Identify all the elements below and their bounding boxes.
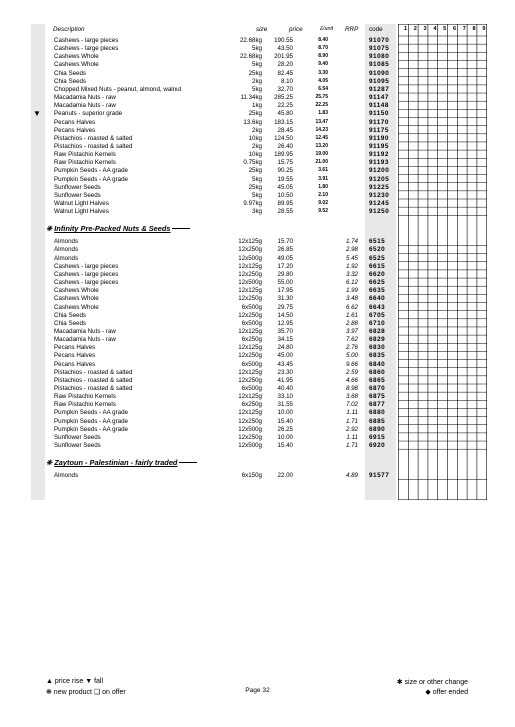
product-name: Almonds <box>54 472 79 480</box>
product-row <box>0 441 515 450</box>
section-bullet-icon: ❈ <box>46 458 55 468</box>
product-code: 6920 <box>369 442 386 450</box>
grid-column-number: 5 <box>443 26 447 32</box>
product-name: Macadamia Nuts - raw <box>54 94 116 102</box>
product-price: 29.80 <box>277 270 293 278</box>
rrp-price: 1.92 <box>345 262 358 270</box>
product-name: Macadamia Nuts - raw <box>54 102 116 110</box>
rrp-price: 3.97 <box>345 327 358 335</box>
grid-column-number: 1 <box>403 26 408 32</box>
unit-price: 22.25 <box>315 102 328 109</box>
product-price: 89.95 <box>277 200 293 207</box>
unit-price: 13.20 <box>315 142 328 149</box>
product-code: 6870 <box>369 385 386 392</box>
product-name: Raw Pistachio Kernels <box>54 159 116 167</box>
product-name: Pecans Halves <box>54 360 96 368</box>
product-code: 6877 <box>369 401 386 409</box>
product-price: 45.80 <box>277 110 293 118</box>
rrp-price: 5.00 <box>345 352 358 360</box>
product-code: 91287 <box>369 85 390 93</box>
product-name: Cashews - large pieces <box>54 262 119 270</box>
product-code: 91148 <box>369 102 389 110</box>
product-name: Macadamia Nuts - raw <box>54 327 116 335</box>
product-code: 91190 <box>369 134 389 142</box>
rrp-price: 3.32 <box>345 270 358 278</box>
product-name: Pumpkin Seeds - AA grade <box>54 175 128 183</box>
product-name: Raw Pistachio Kernels <box>54 393 116 401</box>
unit-price: 3.61 <box>318 167 328 174</box>
product-name: Cashews - large pieces <box>54 270 119 278</box>
product-name: Cashews - large pieces <box>54 37 119 44</box>
rrp-price: 1.61 <box>345 311 358 319</box>
product-name: Pumpkin Seeds - AA grade <box>54 417 128 425</box>
product-size: 12x125g <box>238 393 262 401</box>
section-title: Zaytoun - Palestinian - fairly traded <box>54 458 178 468</box>
rrp-price: 1.11 <box>346 409 358 417</box>
unit-price: 1.80 <box>318 183 328 190</box>
product-name: Almonds <box>54 238 79 246</box>
grid-column-number: 3 <box>423 26 427 32</box>
product-size: 5kg <box>252 191 262 199</box>
product-size: 0.75kg <box>243 159 262 167</box>
product-name: Sunflower Seeds <box>54 191 101 199</box>
product-price: 19.55 <box>277 175 293 183</box>
product-price: 17.20 <box>277 262 293 270</box>
product-name: Chopped Mixed Nuts - peanut, almond, walnut <box>54 85 182 93</box>
rrp-price: 1.71 <box>345 417 358 425</box>
rrp-price: 1.99 <box>345 287 358 295</box>
product-name: Pistachios - roasted & salted <box>54 385 133 392</box>
product-size: 22.68kg <box>239 37 262 44</box>
product-name: Pumpkin Seeds - AA grade <box>54 167 128 175</box>
product-name: Pecans Halves <box>54 344 96 352</box>
product-price: 90.25 <box>277 167 293 175</box>
product-name: Pecans Halves <box>54 352 96 360</box>
product-size: 6x500g <box>241 385 262 392</box>
product-code: 91245 <box>369 200 390 207</box>
product-size: 12x250g <box>238 352 262 360</box>
product-price: 31.30 <box>277 295 293 303</box>
product-name: Chia Seeds <box>54 311 86 319</box>
product-price: 43.45 <box>277 360 293 368</box>
product-price: 43.50 <box>277 45 293 53</box>
unit-price: 21.00 <box>315 159 328 166</box>
product-size: 9.97kg <box>243 200 262 207</box>
product-size: 12x250g <box>238 246 262 254</box>
product-size: 12x500g <box>238 279 262 287</box>
product-name: Walnut Light Halves <box>54 200 109 207</box>
page-number: Page 32 <box>245 687 270 694</box>
header-price: price <box>289 26 303 33</box>
unit-price: 4.05 <box>318 77 328 84</box>
product-code: 91175 <box>369 126 389 134</box>
unit-price: 8.40 <box>318 37 328 43</box>
product-name: Pumpkin Seeds - AA grade <box>54 425 128 433</box>
unit-price: 3.91 <box>318 175 328 182</box>
product-size: 5kg <box>252 85 262 93</box>
product-code: 91075 <box>369 45 390 53</box>
product-price: 40.40 <box>277 385 293 392</box>
price-fall-icon: ▼ <box>33 109 41 119</box>
product-size: 6x500g <box>241 303 262 311</box>
product-code: 6710 <box>369 319 386 327</box>
unit-price: 13.47 <box>315 118 328 125</box>
product-price: 26.40 <box>277 142 293 150</box>
legend-price-change: ▲ price rise ▼ fall <box>46 678 104 685</box>
product-size: 25kg <box>248 110 262 118</box>
product-price: 45.00 <box>277 352 293 360</box>
product-code: 6615 <box>369 262 386 270</box>
product-price: 17.95 <box>277 287 293 295</box>
product-code: 6835 <box>369 352 386 360</box>
product-code: 6880 <box>369 409 386 417</box>
product-price: 49.05 <box>277 254 293 262</box>
section-heading <box>46 224 190 233</box>
header-unit-price: £/unit <box>320 26 334 32</box>
product-code: 91192 <box>369 151 389 159</box>
product-name: Almonds <box>54 254 79 262</box>
rrp-price: 2.59 <box>345 368 358 376</box>
product-size: 12x125g <box>238 262 262 270</box>
product-name: Pecans Halves <box>54 126 96 134</box>
product-code: 91193 <box>369 159 389 167</box>
product-size: 12x250g <box>238 433 262 441</box>
product-size: 10kg <box>248 134 262 142</box>
product-size: 6x150g <box>241 472 262 480</box>
product-size: 1kg <box>252 102 262 110</box>
product-price: 26.25 <box>277 425 293 433</box>
section-title: Infinity Pre-Packed Nuts & Seeds <box>54 224 171 234</box>
rrp-price: 4.66 <box>345 376 358 384</box>
rrp-price: 2.98 <box>345 246 358 254</box>
rrp-price: 7.62 <box>345 336 358 344</box>
rrp-price: 6.62 <box>345 303 358 311</box>
product-code: 6525 <box>369 254 386 262</box>
product-size: 6x250g <box>241 401 262 409</box>
product-name: Raw Pistachio Kernels <box>54 151 116 159</box>
product-size: 12x500g <box>238 442 262 450</box>
rrp-price: 9.66 <box>345 360 358 368</box>
product-size: 12x250g <box>238 417 262 425</box>
product-name: Macadamia Nuts - raw <box>54 336 116 344</box>
product-name: Pumpkin Seeds - AA grade <box>54 409 128 417</box>
product-size: 12x125g <box>238 368 262 376</box>
product-name: Cashews Whole <box>54 53 99 61</box>
product-price: 26.85 <box>277 246 293 254</box>
product-size: 12x500g <box>238 254 262 262</box>
rrp-price: 1.74 <box>345 238 358 246</box>
product-code: 6828 <box>369 327 386 335</box>
product-price: 23.30 <box>277 368 293 376</box>
product-size: 12x250g <box>238 295 262 303</box>
header-code: code <box>369 26 383 33</box>
section-bullet-icon: ❈ <box>46 224 55 234</box>
product-size: 2kg <box>252 77 262 85</box>
grid-column-number: 8 <box>472 26 476 32</box>
product-name: Pistachios - roasted & salted <box>54 376 133 384</box>
product-code: 91080 <box>369 53 390 61</box>
product-size: 12x250g <box>238 376 262 384</box>
rrp-price: 2.92 <box>345 425 358 433</box>
product-size: 6x500g <box>241 319 262 327</box>
product-price: 183.15 <box>274 118 293 126</box>
rrp-price: 7.02 <box>345 401 358 409</box>
product-size: 12x125g <box>238 327 262 335</box>
product-code: 6635 <box>369 287 386 295</box>
grid-column-number: 9 <box>482 26 486 32</box>
product-code: 91170 <box>369 118 389 126</box>
unit-price: 1.83 <box>318 110 328 117</box>
unit-price: 8.70 <box>318 45 328 52</box>
product-size: 25kg <box>248 183 262 191</box>
product-code: 91195 <box>369 142 389 150</box>
product-price: 55.00 <box>277 279 293 287</box>
product-name: Cashews Whole <box>54 295 99 303</box>
product-name: Pistachios - roasted & salted <box>54 368 133 376</box>
product-size: 6x500g <box>241 360 262 368</box>
product-price: 33.10 <box>277 393 293 401</box>
product-code: 6705 <box>369 311 386 319</box>
header-description: Description <box>53 26 85 33</box>
product-name: Cashews Whole <box>54 61 99 69</box>
product-price: 28.20 <box>277 61 293 69</box>
product-name: Cashews - large pieces <box>54 45 119 53</box>
product-name: Pecans Halves <box>54 118 96 126</box>
product-name: Cashews Whole <box>54 287 99 295</box>
product-code: 91230 <box>369 191 390 199</box>
product-price: 29.75 <box>277 303 293 311</box>
product-code: 6915 <box>369 433 386 441</box>
product-code: 91250 <box>369 208 390 216</box>
product-code: 91095 <box>369 77 390 85</box>
product-code: 91577 <box>369 472 390 480</box>
product-size: 5kg <box>252 45 262 53</box>
product-price: 10.50 <box>277 191 293 199</box>
product-code: 6830 <box>369 344 386 352</box>
product-code: 91205 <box>369 175 390 183</box>
unit-price: 9.52 <box>318 208 328 215</box>
product-size: 11.34kg <box>240 94 262 102</box>
grid-column-number: 2 <box>413 26 417 32</box>
product-price: 285.25 <box>274 94 293 102</box>
product-size: 5kg <box>252 175 262 183</box>
unit-price: 12.45 <box>315 134 328 141</box>
product-size: 25kg <box>248 167 262 175</box>
product-name: Sunflower Seeds <box>54 442 101 450</box>
product-price: 189.95 <box>274 151 293 159</box>
section-heading <box>46 458 197 467</box>
product-price: 35.70 <box>277 327 293 335</box>
product-size: 13.6kg <box>243 118 262 126</box>
unit-price: 19.00 <box>315 151 328 158</box>
product-size: 12x125g <box>238 287 262 295</box>
product-price: 34.15 <box>277 336 293 344</box>
unit-price: 8.90 <box>318 53 328 60</box>
product-name: Walnut Light Halves <box>54 208 109 216</box>
product-code: 6625 <box>369 279 386 287</box>
product-code: 91085 <box>369 61 390 69</box>
product-name: Almonds <box>54 246 79 254</box>
product-code: 91150 <box>369 110 389 118</box>
product-price: 15.70 <box>277 238 293 246</box>
product-price: 22.25 <box>277 102 293 110</box>
rrp-price: 8.98 <box>345 385 358 392</box>
product-price: 14.50 <box>277 311 293 319</box>
unit-price: 2.10 <box>318 191 328 198</box>
product-size: 10kg <box>248 151 262 159</box>
product-price: 10.00 <box>277 409 293 417</box>
product-price: 32.70 <box>277 85 293 93</box>
product-name: Chia Seeds <box>54 319 86 327</box>
product-code: 6515 <box>369 238 386 246</box>
product-name: Sunflower Seeds <box>54 433 101 441</box>
product-size: 12x250g <box>238 311 262 319</box>
product-price: 201.95 <box>274 53 293 61</box>
rrp-price: 3.68 <box>345 393 358 401</box>
product-size: 12x125g <box>238 238 262 246</box>
product-code: 6875 <box>369 393 386 401</box>
product-price: 41.95 <box>277 376 293 384</box>
product-name: Pistachios - roasted & salted <box>54 142 133 150</box>
unit-price: 9.40 <box>318 61 328 68</box>
product-code: 91200 <box>369 167 390 175</box>
product-name: Chia Seeds <box>54 69 86 77</box>
product-price: 82.45 <box>277 69 293 77</box>
header-size: size <box>256 26 268 33</box>
legend-offer-ended: ◆ offer ended <box>425 689 468 696</box>
product-code: 6865 <box>369 376 386 384</box>
product-size: 12x250g <box>238 270 262 278</box>
product-size: 12x125g <box>238 409 262 417</box>
product-size: 6x250g <box>241 336 262 344</box>
product-price: 15.75 <box>277 159 293 167</box>
product-name: Pistachios - roasted & salted <box>54 134 133 142</box>
product-price: 10.00 <box>277 433 293 441</box>
rrp-price: 6.12 <box>345 279 358 287</box>
product-name: Sunflower Seeds <box>54 183 101 191</box>
product-size: 2kg <box>252 142 262 150</box>
product-code: 6643 <box>369 303 386 311</box>
unit-price: 14.23 <box>315 126 328 133</box>
rrp-price: 1.11 <box>346 433 358 441</box>
legend-size-change: ✱ size or other change <box>396 679 468 686</box>
product-size: 12x125g <box>238 344 262 352</box>
grid-column-number: 4 <box>433 26 437 32</box>
product-code: 6640 <box>369 295 386 303</box>
rrp-price: 4.89 <box>345 472 358 480</box>
product-code: 91090 <box>369 69 390 77</box>
product-size: 22.68kg <box>239 53 262 61</box>
rrp-price: 2.88 <box>345 319 358 327</box>
product-size: 2kg <box>252 126 262 134</box>
legend-new-offer: ❋ new product ❏ on offer <box>46 689 126 696</box>
product-size: 25kg <box>248 69 262 77</box>
grid-column-number: 6 <box>452 26 457 32</box>
rrp-price: 3.48 <box>345 295 358 303</box>
product-price: 28.55 <box>277 208 293 216</box>
product-price: 28.45 <box>277 126 293 134</box>
product-price: 15.40 <box>277 417 293 425</box>
unit-price: 6.54 <box>318 85 328 92</box>
product-code: 91225 <box>369 183 390 191</box>
unit-price: 25.75 <box>315 94 328 101</box>
product-code: 6840 <box>369 360 386 368</box>
product-name: Chia Seeds <box>54 77 86 85</box>
product-price: 31.55 <box>277 401 293 409</box>
product-row <box>0 471 515 480</box>
product-price: 124.50 <box>274 134 293 142</box>
unit-price: 9.02 <box>318 200 328 206</box>
product-code: 6520 <box>369 246 386 254</box>
product-name: Cashews - large pieces <box>54 279 119 287</box>
product-code: 6890 <box>369 425 386 433</box>
product-row <box>0 207 515 216</box>
product-price: 12.95 <box>277 319 293 327</box>
rrp-price: 1.71 <box>345 442 358 450</box>
rrp-price: 5.45 <box>345 254 358 262</box>
product-name: Raw Pistachio Kernels <box>54 401 116 409</box>
product-price: 8.10 <box>280 77 293 85</box>
product-price: 190.55 <box>274 37 293 44</box>
header-rrp: RRP <box>345 26 359 33</box>
product-name: Peanuts - superior grade <box>54 110 123 118</box>
product-code: 6829 <box>369 336 386 344</box>
product-name: Cashews Whole <box>54 303 99 311</box>
product-code: 6885 <box>369 417 386 425</box>
product-size: 12x500g <box>238 425 262 433</box>
product-price: 15.40 <box>277 442 293 450</box>
grid-column-number: 7 <box>462 26 466 32</box>
product-size: 5kg <box>252 61 262 69</box>
product-code: 6620 <box>369 270 386 278</box>
product-size: 3kg <box>252 208 262 216</box>
product-code: 6860 <box>369 368 386 376</box>
product-code: 91070 <box>369 37 390 44</box>
product-price: 22.00 <box>277 472 293 480</box>
product-code: 91147 <box>369 94 389 102</box>
product-price: 45.05 <box>277 183 293 191</box>
rrp-price: 2.76 <box>345 344 358 352</box>
product-price: 24.80 <box>277 344 293 352</box>
unit-price: 3.30 <box>318 69 328 76</box>
